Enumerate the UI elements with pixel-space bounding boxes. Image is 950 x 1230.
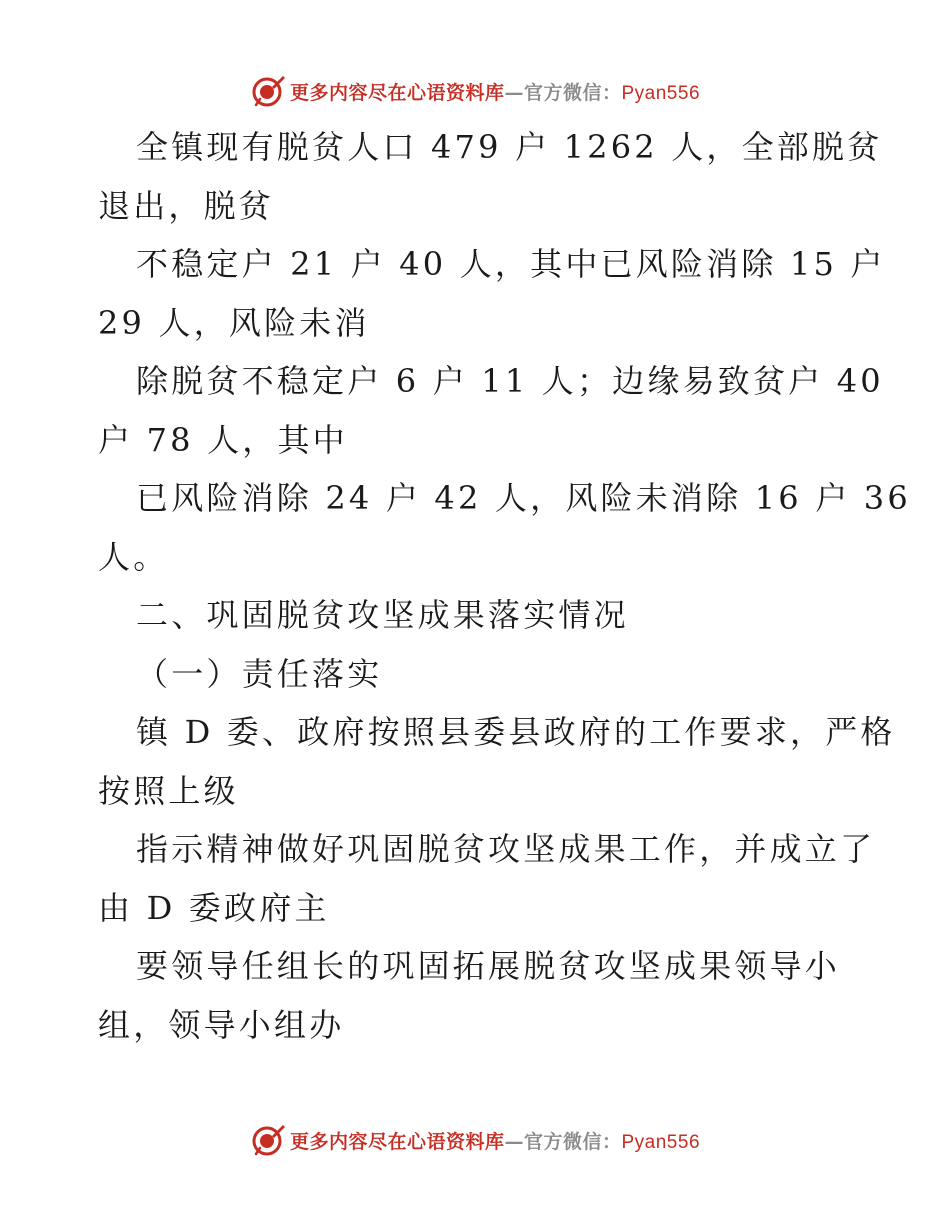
pen-logo-icon (250, 1122, 286, 1158)
paragraph-line: 已风险消除 24 户 42 人，风险未消除 16 户 36 (136, 479, 911, 517)
paragraph-line: 组，领导小组办 (98, 1005, 345, 1044)
paragraph-line: 要领导任组长的巩固拓展脱贫攻坚成果领导小 (136, 947, 841, 985)
paragraph-line: 退出，脱贫 (98, 186, 275, 225)
watermark-separator: — (504, 81, 524, 104)
paragraph-line: 户 78 人，其中 (98, 420, 348, 459)
paragraph-line: 人。 (98, 537, 169, 576)
watermark-separator: — (504, 1130, 524, 1153)
paragraph-line: 由 D 委政府主 (98, 888, 330, 927)
watermark-text (290, 78, 700, 105)
watermark-wechat-label: 官方微信： (523, 81, 622, 104)
section-heading: 二、巩固脱贫攻坚成果落实情况 (136, 596, 629, 634)
watermark-wechat-id: Pyan556 (621, 82, 701, 104)
watermark-wechat-label: 官方微信： (523, 1130, 622, 1153)
document-body (98, 118, 911, 1054)
paragraph-line: 除脱贫不稳定户 6 户 11 人；边缘易致贫户 40 (136, 362, 884, 400)
subsection-heading: （一）责任落实 (136, 654, 383, 693)
paragraph-line: 29 人，风险未消 (98, 303, 370, 342)
watermark-wechat-id: Pyan556 (621, 1131, 701, 1153)
paragraph-line: 不稳定户 21 户 40 人，其中已风险消除 15 户 (136, 245, 886, 283)
pen-logo-icon (250, 73, 286, 109)
watermark-text (290, 1127, 700, 1154)
footer-watermark (0, 1120, 950, 1160)
paragraph-line: 全镇现有脱贫人口 479 户 1262 人，全部脱贫 (136, 128, 883, 166)
watermark-brand: 更多内容尽在心语资料库 (289, 1130, 505, 1153)
paragraph-line: 按照上级 (98, 771, 239, 810)
paragraph-line: 镇 D 委、政府按照县委县政府的工作要求，严格 (136, 713, 896, 751)
watermark-brand: 更多内容尽在心语资料库 (289, 81, 505, 104)
header-watermark (0, 71, 950, 111)
paragraph-line: 指示精神做好巩固脱贫攻坚成果工作，并成立了 (136, 830, 876, 868)
